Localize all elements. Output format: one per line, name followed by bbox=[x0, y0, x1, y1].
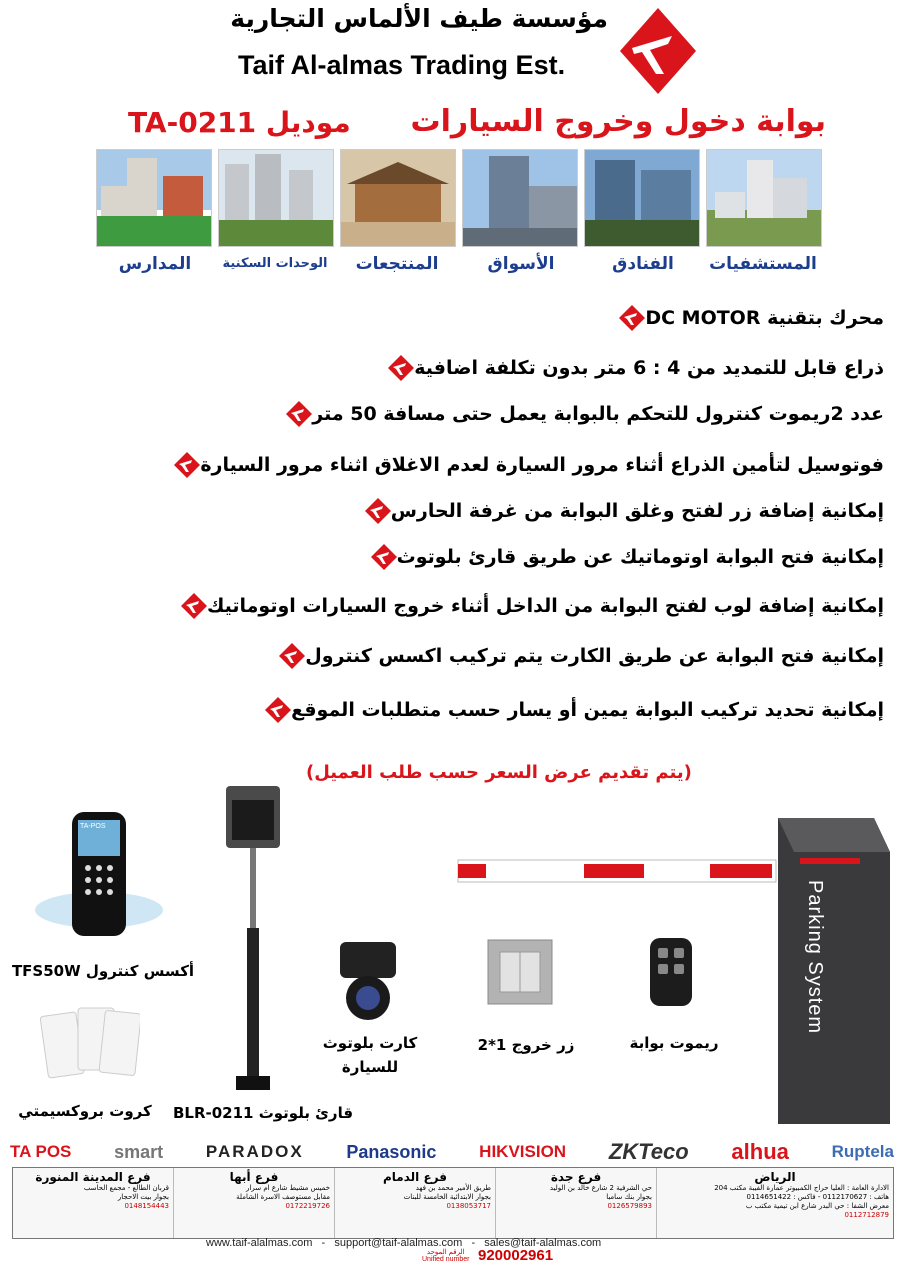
contact-line: www.taif-alalmas.com - support@taif-alalmas.com - sales@taif-alalmas.com bbox=[206, 1237, 602, 1249]
diamond-bullet-icon bbox=[279, 643, 305, 669]
brand-logo: ZKTeco bbox=[608, 1139, 689, 1164]
branch-phone: 0172219726 bbox=[285, 1202, 330, 1210]
hotel-photo bbox=[584, 149, 700, 247]
diamond-bullet-icon bbox=[181, 593, 207, 619]
branch-madinah bbox=[13, 1168, 173, 1238]
branch-riyadh bbox=[656, 1168, 893, 1238]
feature-text: محرك بتقنية DC MOTOR bbox=[645, 307, 884, 329]
venue-label: المستشفيات bbox=[709, 254, 817, 274]
feature-text: إمكانية فتح البوابة عن طريق الكارت يتم تركيب اكسس كنترول bbox=[305, 645, 884, 667]
branch-dammam bbox=[334, 1168, 495, 1238]
brand-logo: alhua bbox=[731, 1139, 789, 1164]
diamond-bullet-icon bbox=[388, 355, 414, 381]
feature-item bbox=[353, 491, 884, 531]
unified-number-caption-en: Unified number bbox=[422, 1256, 470, 1263]
feature-text: إمكانية تحديد تركيب البوابة يمين أو يسار حسب متطلبات الموقع bbox=[291, 699, 884, 721]
remote-label: ريموت بوابة bbox=[629, 1034, 719, 1052]
feature-item bbox=[267, 636, 884, 676]
branch-address: طريق الأمير محمد بن فهد bbox=[415, 1184, 491, 1192]
school-photo bbox=[96, 149, 212, 247]
branch-name: فرع الدمام bbox=[383, 1170, 447, 1184]
unified-number-caption bbox=[422, 1248, 469, 1263]
support-email-link[interactable]: support@taif-alalmas.com bbox=[334, 1237, 463, 1249]
brand-logo: Ruptela bbox=[831, 1142, 894, 1161]
product-title: بوابة دخول وخروج السيارات bbox=[410, 104, 826, 139]
bluetooth-card-label-line2: للسيارة bbox=[341, 1058, 399, 1076]
feature-text: فوتوسيل لتأمين الذراع أثناء مرور السيارة لعدم الاغلاق اثناء مرور السيارة bbox=[200, 454, 884, 476]
feature-item bbox=[162, 445, 884, 485]
brand-logo: Panasonic bbox=[346, 1141, 437, 1162]
feature-text: إمكانية إضافة لوب لفتح البوابة من الداخل أثناء خروج السيارات اوتوماتيك bbox=[206, 595, 884, 617]
branch-address: هاتف : 0112170627 - فاكس : 0114651422 bbox=[746, 1193, 889, 1201]
branch-phone: 0138053717 bbox=[446, 1202, 491, 1210]
unified-phone-number[interactable]: 920002961 bbox=[478, 1247, 554, 1264]
mall-photo bbox=[462, 149, 578, 247]
branches-box bbox=[12, 1167, 894, 1239]
feature-item bbox=[169, 586, 884, 626]
diamond-bullet-icon bbox=[286, 401, 312, 427]
feature-item bbox=[376, 348, 884, 388]
resort-photo bbox=[340, 149, 456, 247]
branch-address: مقابل مستوصف الاسرة الشاملة bbox=[236, 1193, 330, 1201]
exit-button-image bbox=[486, 938, 554, 1006]
branch-name: فرع أبها bbox=[229, 1170, 279, 1184]
access-control-label: أكسس كنترول TFS50W bbox=[11, 962, 195, 980]
bluetooth-card-image bbox=[336, 938, 400, 1024]
feature-text: عدد 2ريموت كنترول للتحكم بالبوابة يعمل حتى مسافة 50 متر bbox=[312, 403, 884, 425]
company-logo bbox=[620, 8, 696, 94]
keypad-screen-text: TA-POS bbox=[80, 823, 106, 830]
branch-address: معرض الشفا : حي البدر شارع ابن تيمية مكتب ب bbox=[745, 1202, 889, 1210]
feature-item bbox=[253, 690, 884, 730]
branch-address: قربان الطالع - مجمع الحاسب bbox=[83, 1184, 169, 1192]
branch-phone: 0148154443 bbox=[124, 1202, 169, 1210]
unified-number-caption-ar: الرقم الموحد bbox=[426, 1249, 465, 1256]
venue-label: الأسواق bbox=[487, 254, 555, 274]
brand-logos-row bbox=[10, 1137, 894, 1167]
branch-address: حي الشرفية 2 شارع خالد بن الوليد bbox=[549, 1184, 652, 1192]
bluetooth-card-label-line1: كارت بلوتوث bbox=[322, 1034, 418, 1052]
venue-label: المدارس bbox=[118, 254, 192, 274]
branch-phone: 0112712879 bbox=[844, 1211, 889, 1219]
feature-item bbox=[274, 394, 884, 434]
venue-label: الوحدات السكنية bbox=[222, 256, 328, 271]
proximity-cards-label: كروت بروكسيمتي bbox=[18, 1102, 152, 1120]
company-name-arabic: مؤسسة طيف الألماس التجارية bbox=[230, 4, 608, 33]
barrier-brand-text: Parking System bbox=[804, 880, 826, 1035]
feature-text: إمكانية إضافة زر لفتح وغلق البوابة من غرفة الحارس bbox=[390, 500, 884, 522]
model-number: موديل TA-0211 bbox=[128, 106, 351, 139]
diamond-bullet-icon bbox=[371, 544, 397, 570]
branch-abha bbox=[173, 1168, 334, 1238]
branch-address: بجوار بيت الاحجار bbox=[117, 1193, 169, 1201]
brand-logo: HIKVISION bbox=[479, 1142, 567, 1161]
exit-button-label: زر خروج 1*2 bbox=[477, 1036, 575, 1054]
feature-item bbox=[607, 298, 884, 338]
bluetooth-reader-image bbox=[218, 782, 288, 1096]
proximity-cards-image bbox=[40, 1004, 140, 1080]
branch-name: فرع جدة bbox=[550, 1170, 602, 1184]
branch-address: الادارة العامة : العليا حراج الكمبيوتر عمارة الفيبة مكتب 204 bbox=[714, 1184, 889, 1192]
branch-name: فرع المدينة المنورة bbox=[35, 1170, 151, 1184]
residential-photo bbox=[218, 149, 334, 247]
venue-label: المنتجعات bbox=[355, 254, 439, 274]
branch-name: الرياض bbox=[754, 1170, 796, 1184]
bluetooth-reader-label: قارئ بلوتوث BLR-0211 bbox=[172, 1104, 354, 1122]
branch-phone: 0126579893 bbox=[607, 1202, 652, 1210]
feature-text: إمكانية فتح البوابة اوتوماتيك عن طريق قارئ بلوتوث bbox=[396, 546, 884, 568]
diamond-bullet-icon bbox=[619, 305, 645, 331]
branch-address: خميس مشيط شارع ام سرار bbox=[246, 1184, 330, 1192]
diamond-bullet-icon bbox=[174, 452, 200, 478]
branch-jeddah bbox=[495, 1168, 656, 1238]
diamond-bullet-icon bbox=[365, 498, 391, 524]
company-name-english: Taif Al-almas Trading Est. bbox=[238, 50, 566, 80]
price-quote-note: (يتم تقديم عرض السعر حسب طلب العميل) bbox=[306, 762, 692, 783]
sales-email-link[interactable]: sales@taif-alalmas.com bbox=[484, 1237, 602, 1249]
website-link[interactable]: www.taif-alalmas.com bbox=[206, 1237, 313, 1249]
venue-label: الفنادق bbox=[612, 254, 674, 274]
diamond-bullet-icon bbox=[265, 697, 291, 723]
feature-text: ذراع قابل للتمديد من 4 : 6 متر بدون تكلفة اضافية bbox=[414, 357, 884, 379]
branch-address: بجوار بنك سامبا bbox=[606, 1193, 652, 1201]
remote-control-image bbox=[648, 936, 694, 1008]
brand-logo: PARADOX bbox=[205, 1142, 304, 1161]
hospital-photo bbox=[706, 149, 822, 247]
branch-address: بجوار الابتدائية الخامسة للبنات bbox=[403, 1193, 491, 1201]
brand-logo: smart bbox=[114, 1141, 164, 1162]
feature-item bbox=[359, 537, 884, 577]
brand-logo: TA POS bbox=[10, 1142, 72, 1161]
